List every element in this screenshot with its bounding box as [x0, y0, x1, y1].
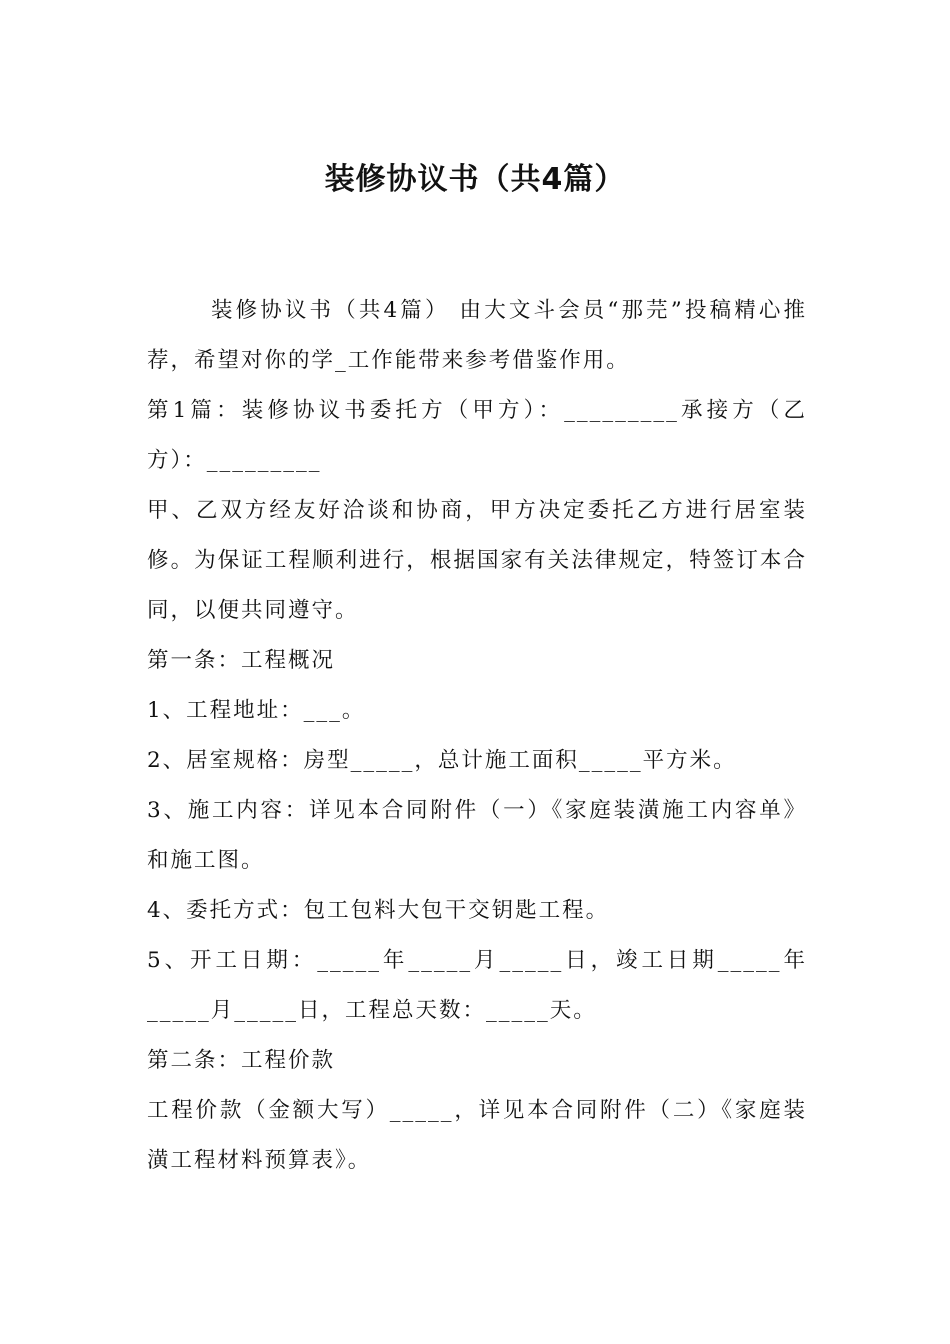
document-body [147, 286, 807, 1186]
clause-2-specs: 2、居室规格：房型_____，总计施工面积_____平方米。 [147, 748, 737, 773]
document-title: 装修协议书（共4篇） [324, 162, 626, 197]
article-1-heading: 第一条：工程概况 [147, 648, 336, 673]
article-2-heading: 第二条：工程价款 [147, 1048, 336, 1073]
clause-1-address: 1、工程地址：___。 [147, 698, 366, 723]
preamble-paragraph: 甲、乙双方经友好洽谈和协商，甲方决定委托乙方进行居室装修。为保证工程顺利进行，根据国家有关法律规定，特签订本合同，以便共同遵守。 [147, 498, 807, 623]
clause-5-dates: 5、开工日期：_____年_____月_____日，竣工日期_____年_____月_____日，工程总天数：_____天。 [147, 948, 807, 1023]
clause-3-content: 3、施工内容：详见本合同附件（一）《家庭装潢施工内容单》和施工图。 [147, 798, 807, 873]
price-paragraph: 工程价款（金额大写）_____，详见本合同附件（二）《家庭装潢工程材料预算表》。 [147, 1098, 807, 1173]
clause-4-method: 4、委托方式：包工包料大包干交钥匙工程。 [147, 898, 610, 923]
intro-paragraph: 装修协议书（共4篇） 由大文斗会员“那芫”投稿精心推荐，希望对你的学_工作能带来参考借鉴作用。 [147, 298, 807, 373]
part-1-heading-paragraph: 第1篇：装修协议书委托方（甲方）：_________承接方（乙方）：_________ [147, 398, 807, 473]
